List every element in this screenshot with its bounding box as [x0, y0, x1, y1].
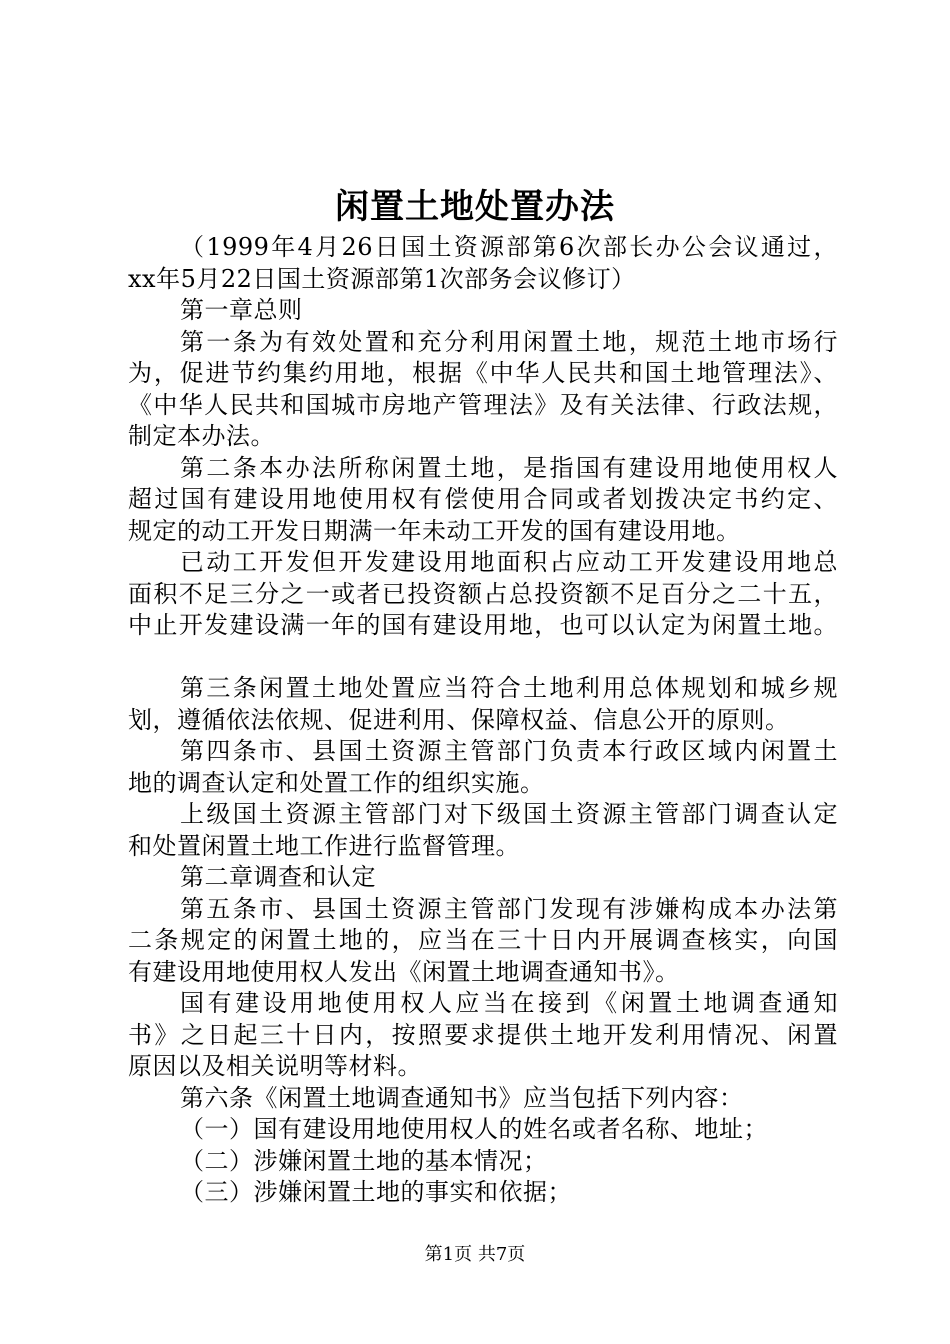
text-line: 《中华人民共和国城市房地产管理法》及有关法律、行政法规， — [128, 390, 838, 419]
text-line: 规定的动工开发日期满一年未动工开发的国有建设用地。 — [128, 516, 741, 545]
text-line: 制定本办法。 — [128, 422, 275, 450]
text-line: 划，遵循依法依规、促进利用、保障权益、信息公开的原则。 — [128, 705, 790, 734]
text-line: 已动工开发但开发建设用地面积占应动工开发建设用地总 — [180, 548, 838, 576]
text-line: 地的调查认定和处置工作的组织实施。 — [128, 768, 545, 797]
text-line: 和处置闲置土地工作进行监督管理。 — [128, 831, 520, 860]
text-line: 为，促进节约集约用地，根据《中华人民共和国土地管理法》、 — [128, 359, 838, 387]
page-footer: 第1页 共7页 — [424, 1244, 526, 1265]
text-line: xx年5月22日国土资源部第1次部务会议修订） — [128, 264, 636, 293]
text-line: 书》之日起三十日内，按照要求提供土地开发利用情况、闲置 — [128, 1020, 838, 1049]
document-title: 闲置土地处置办法 — [335, 187, 615, 227]
text-line: （三）涉嫌闲置土地的事实和依据； — [180, 1178, 572, 1206]
text-line: （一）国有建设用地使用权人的姓名或者名称、地址； — [180, 1115, 768, 1143]
text-line: （二）涉嫌闲置土地的基本情况； — [180, 1146, 548, 1175]
text-line: 第三条闲置土地处置应当符合土地利用总体规划和城乡规 — [180, 674, 838, 702]
text-line: 中止开发建设满一年的国有建设用地，也可以认定为闲置土地。 — [128, 611, 838, 639]
text-line: 原因以及相关说明等材料。 — [128, 1052, 422, 1080]
text-line: 有建设用地使用权人发出《闲置土地调查通知书》。 — [128, 957, 680, 986]
document-body — [128, 232, 838, 1209]
text-line: 超过国有建设用地使用权有偿使用合同或者划拨决定书约定、 — [128, 485, 838, 513]
text-line: 国有建设用地使用权人应当在接到《闲置土地调查通知 — [180, 989, 838, 1017]
text-line: （1999年4月26日国土资源部第6次部长办公会议通过， — [180, 233, 838, 261]
text-line: 第一条为有效处置和充分利用闲置土地，规范土地市场行 — [180, 327, 838, 356]
text-line: 面积不足三分之一或者已投资额占总投资额不足百分之二十五， — [128, 579, 838, 608]
text-line: 第一章总则 — [180, 296, 303, 324]
text-line: 第四条市、县国土资源主管部门负责本行政区域内闲置土 — [180, 737, 838, 765]
text-line: 第二条本办法所称闲置土地，是指国有建设用地使用权人 — [180, 453, 838, 482]
text-line: 第二章调查和认定 — [180, 863, 376, 891]
text-line: 第六条《闲置土地调查通知书》应当包括下列内容： — [180, 1083, 744, 1112]
text-line: 上级国土资源主管部门对下级国土资源主管部门调查认定 — [180, 800, 838, 828]
text-line: 二条规定的闲置土地的，应当在三十日内开展调查核实，向国 — [128, 926, 838, 954]
text-line: 第五条市、县国土资源主管部门发现有涉嫌构成本办法第 — [180, 894, 838, 923]
paragraph-gap — [128, 642, 838, 674]
